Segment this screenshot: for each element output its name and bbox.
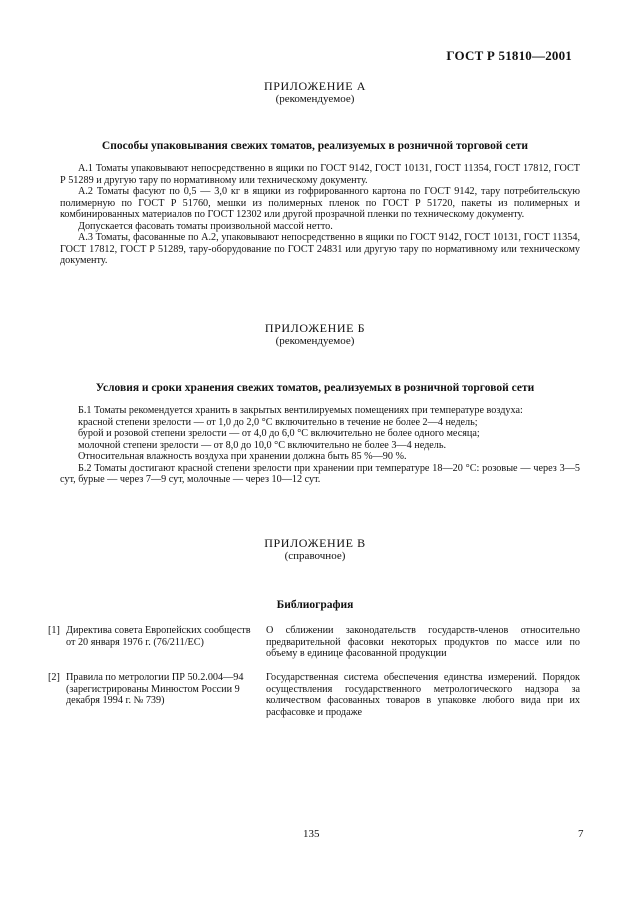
appendix-c-title: ПРИЛОЖЕНИЕ В [264, 536, 366, 550]
paragraph-b1: Б.1 Томаты рекомендуется хранить в закрытых вентилируемых помещениях при температуре воздуха: [78, 405, 523, 416]
appendix-b-heading: Условия и сроки хранения свежих томатов, реализуемых в розничной торговой сети [95, 382, 535, 394]
appendix-a-heading: Способы упаковывания свежих томатов, реализуемых в розничной торговой сети [101, 140, 529, 152]
paragraph-a2-note: Допускается фасовать томаты произвольной массой нетто. [78, 220, 333, 232]
appendix-c-status: (справочное) [284, 550, 346, 562]
appendix-b-title: ПРИЛОЖЕНИЕ Б [264, 321, 366, 335]
paragraph-a2: А.2 Томаты фасуют по 0,5 — 3,0 кг в ящики из гофрированного картона по ГОСТ 9142, тару потребительскую полимерную по ГОСТ Р 51760, мешки из полимерных пленок по ГОСТ Р 51720, пакеты из полимерных и комбинированных материалов по ГОСТ 12302 или другой прозрачной пленки по техническому документу. [60, 186, 580, 220]
appendix-a-status: (рекомендуемое) [275, 93, 355, 105]
bibliography-title: О сближении законодательств государств-членов относительно предварительной фасовки некоторых продуктов по массе или по объему в единице фасованной продукции [266, 625, 580, 659]
paragraph-b2: Б.2 Томаты достигают красной степени зрелости при хранении при температуре 18—20 °С: розовые — через 3—5 сут, бурые — через 7—9 сут, молочные — через 10—12 сут. [60, 462, 580, 485]
document-code: ГОСТ Р 51810—2001 [446, 48, 572, 63]
appendix-b-status: (рекомендуемое) [275, 335, 355, 347]
sheet-number: 7 [578, 828, 584, 840]
paragraph-b1-brown: бурой и розовой степени зрелости — от 4,0 до 6,0 °С включительно не более одного месяца; [78, 428, 480, 439]
bibliography-number: [2] [48, 672, 60, 683]
paragraph-a3: А.3 Томаты, фасованные по А.2, упаковывают непосредственно в ящики по ГОСТ 9142, ГОСТ 10131, ГОСТ 11354, ГОСТ 17812, ГОСТ Р 51289, тару-оборудование по ГОСТ 24831 или другую тару по нормативному или техническому документу. [60, 232, 580, 266]
bibliography-heading: Библиография [276, 599, 354, 611]
bibliography-source: Директива совета Европейских сообществ от 20 января 1976 г. (76/211/ЕС) [66, 625, 251, 648]
paragraph-a1: А.1 Томаты упаковывают непосредственно в ящики по ГОСТ 9142, ГОСТ 10131, ГОСТ 11354, ГОСТ 17812, ГОСТ Р 51289 и другую тару по нормативному или техническому документу. [60, 163, 580, 186]
appendix-a-body [60, 163, 580, 267]
bibliography-source: Правила по метрологии ПР 50.2.004—94 (зарегистрированы Минюстом России 9 декабря 1994 г. № 739) [66, 672, 244, 706]
appendix-a-title: ПРИЛОЖЕНИЕ А [263, 79, 367, 93]
paragraph-b1-humidity: Относительная влажность воздуха при хранении должна быть 85 %—90 %. [78, 451, 407, 462]
paragraph-b1-milky: молочной степени зрелости — от 8,0 до 10,0 °С включительно не более 3—4 недель. [78, 439, 447, 451]
bibliography-title: Государственная система обеспечения единства измерений. Порядок осуществления государственного метрологического надзора за количеством фасованных товаров в упаковке любого вида при их расфасовке и продаже [266, 672, 580, 718]
paragraph-b1-red: красной степени зрелости — от 1,0 до 2,0 °С включительно в течение не более 2—4 недель; [78, 416, 478, 428]
appendix-b-body [60, 405, 580, 486]
page-number: 135 [303, 828, 320, 840]
bibliography-number: [1] [48, 625, 60, 636]
